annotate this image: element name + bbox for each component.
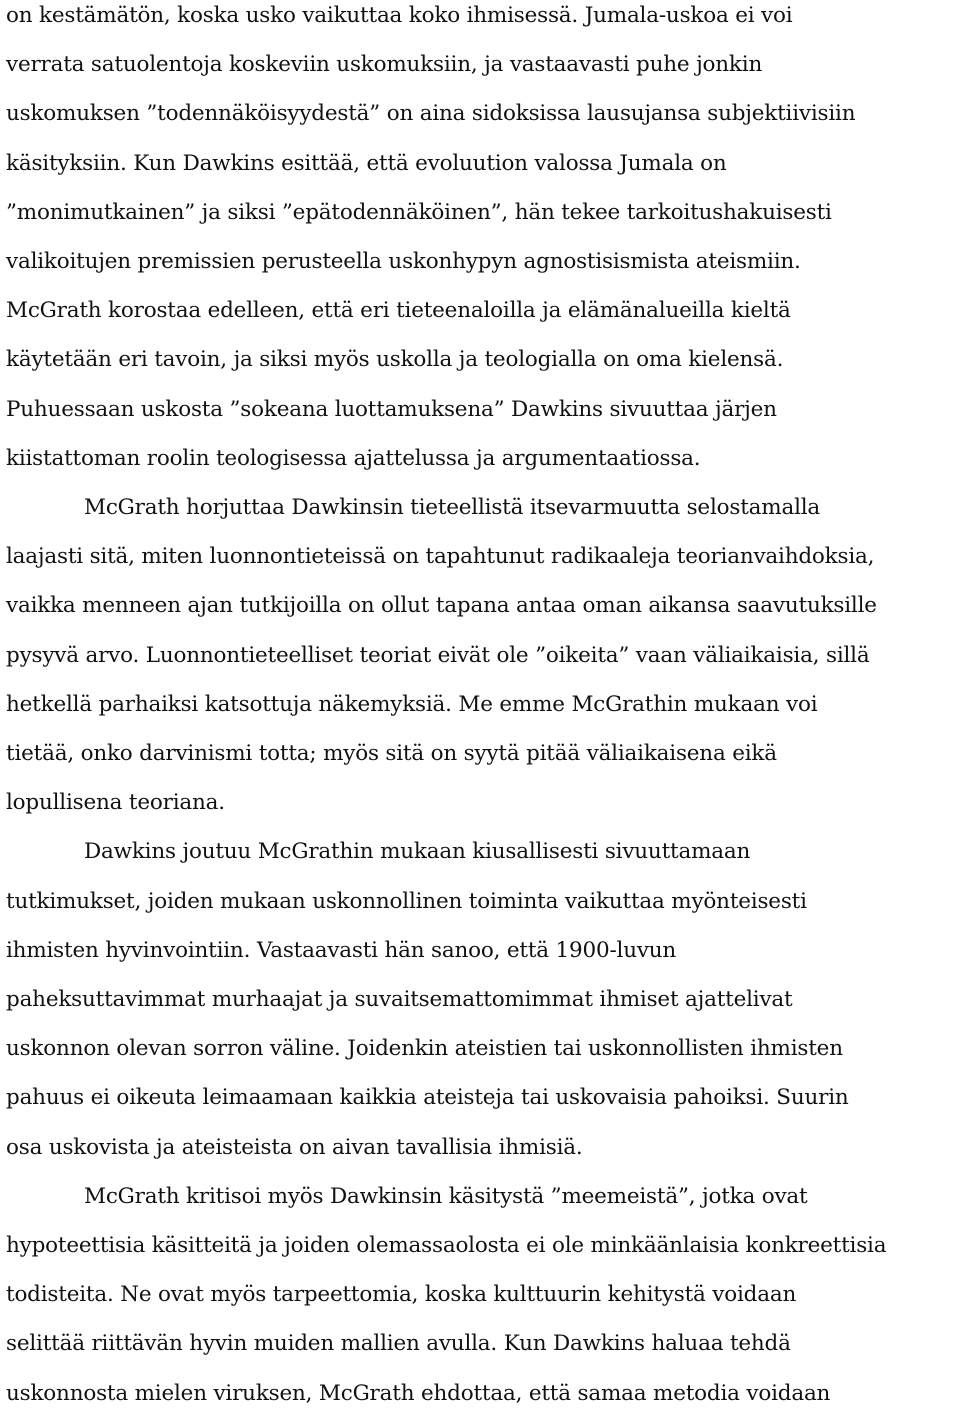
text-line: pahuus ei oikeuta leimaamaan kaikkia ateisteja tai uskovaisia pahoiksi. Suurin [6, 1085, 849, 1111]
paragraph-1 [6, 0, 958, 483]
text-line: osa uskovista ja ateisteista on aivan tavallisia ihmisiä. [6, 1134, 583, 1160]
text-line: ihmisten hyvinvointiin. Vastaavasti hän sanoo, että 1900-luvun [6, 937, 677, 963]
text-line: Puhuessaan uskosta ”sokeana luottamuksena” Dawkins sivuuttaa järjen [6, 396, 777, 422]
text-line: McGrath kritisoi myös Dawkinsin käsitystä ”meemeistä”, jotka ovat [84, 1183, 808, 1209]
paragraph-4 [6, 1172, 958, 1418]
text-line: vaikka menneen ajan tutkijoilla on ollut tapana antaa oman aikansa saavutuksille [6, 593, 877, 619]
text-line: uskonnosta mielen viruksen, McGrath ehdottaa, että samaa metodia voidaan [6, 1380, 831, 1406]
text-line: selittää riittävän hyvin muiden mallien avulla. Kun Dawkins haluaa tehdä [6, 1331, 791, 1357]
text-line: Dawkins joutuu McGrathin mukaan kiusallisesti sivuuttamaan [84, 839, 751, 865]
text-line: pysyvä arvo. Luonnontieteelliset teoriat eivät ole ”oikeita” vaan väliaikaisia, sillä [6, 642, 870, 668]
text-line: tietää, onko darvinismi totta; myös sitä on syytä pitää väliaikaisena eikä [6, 741, 777, 767]
document-page [6, 0, 958, 1418]
paragraph-3 [6, 827, 958, 1171]
paragraph-2 [6, 483, 958, 827]
text-line: hypoteettisia käsitteitä ja joiden olemassaolosta ei ole minkäänlaisia konkreettisia [6, 1233, 887, 1259]
text-line: käytetään eri tavoin, ja siksi myös uskolla ja teologialla on oma kielensä. [6, 347, 784, 373]
text-line: laajasti sitä, miten luonnontieteissä on tapahtunut radikaaleja teorianvaihdoksia, [6, 544, 875, 570]
text-line: valikoitujen premissien perusteella uskonhypyn agnostisismista ateismiin. [6, 249, 801, 275]
text-line: on kestämätön, koska usko vaikuttaa koko ihmisessä. Jumala-uskoa ei voi [6, 3, 793, 28]
text-line: lopullisena teoriana. [6, 790, 225, 816]
text-line: todisteita. Ne ovat myös tarpeettomia, koska kulttuurin kehitystä voidaan [6, 1282, 797, 1308]
text-line: McGrath korostaa edelleen, että eri tieteenaloilla ja elämänalueilla kieltä [6, 298, 791, 324]
text-line: ”monimutkainen” ja siksi ”epätodennäköinen”, hän tekee tarkoitushakuisesti [6, 199, 832, 225]
text-line: McGrath horjuttaa Dawkinsin tieteellistä itsevarmuutta selostamalla [84, 495, 821, 521]
text-line: uskonnon olevan sorron väline. Joidenkin ateistien tai uskonnollisten ihmisten [6, 1036, 843, 1062]
text-line: kiistattoman roolin teologisessa ajattelussa ja argumentaatiossa. [6, 445, 701, 471]
text-line: paheksuttavimmat murhaajat ja suvaitsemattomimmat ihmiset ajattelivat [6, 987, 793, 1013]
text-line: hetkellä parhaiksi katsottuja näkemyksiä. Me emme McGrathin mukaan voi [6, 691, 818, 717]
text-line: verrata satuolentoja koskeviin uskomuksiin, ja vastaavasti puhe jonkin [6, 52, 763, 78]
text-line: tutkimukset, joiden mukaan uskonnollinen toiminta vaikuttaa myönteisesti [6, 888, 807, 914]
text-line: uskomuksen ”todennäköisyydestä” on aina sidoksissa lausujansa subjektiivisiin [6, 101, 856, 127]
text-line: käsityksiin. Kun Dawkins esittää, että evoluution valossa Jumala on [6, 150, 727, 176]
